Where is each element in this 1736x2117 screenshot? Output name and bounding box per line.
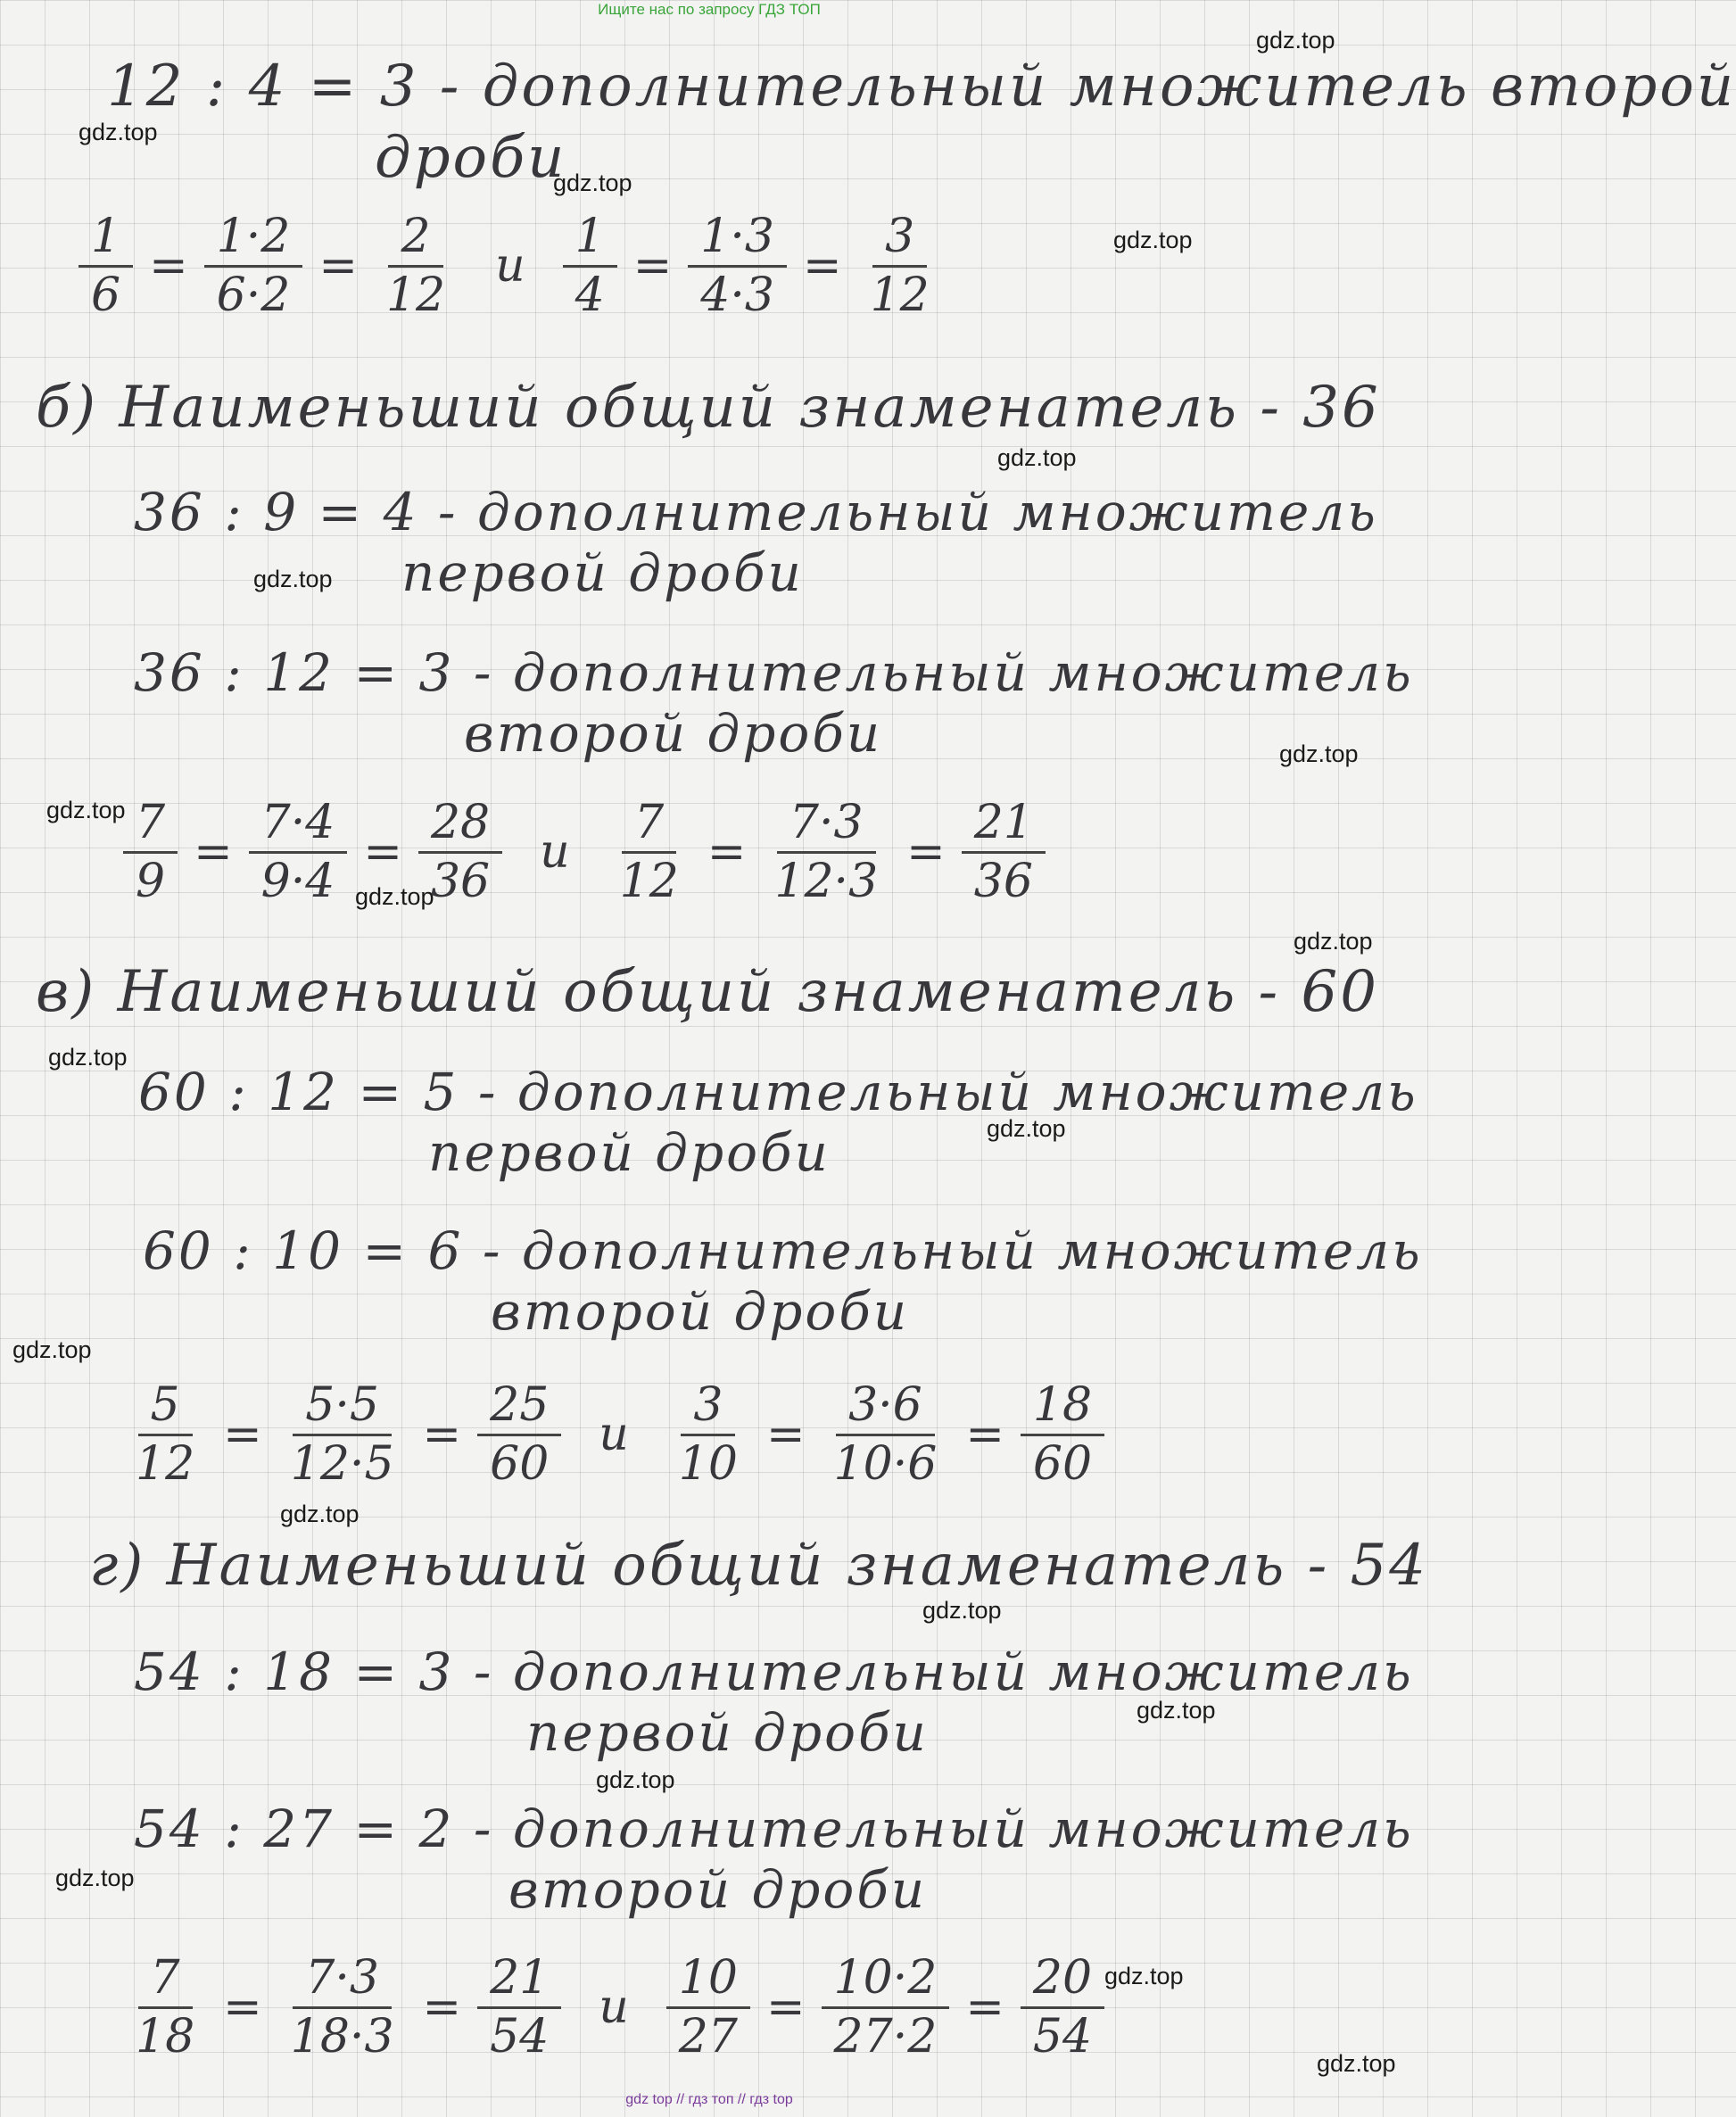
watermark: gdz.top [355, 883, 434, 910]
section-heading: г) Наименьший общий знаменатель - 54 [89, 1533, 1428, 1599]
watermark: gdz.top [1317, 2050, 1396, 2077]
watermark: gdz.top [46, 797, 126, 823]
equation-d: $\frac{7}{18}$ = $\frac{7\cdot 3}{18\cdot 3}$ = $\frac{21}{54}$ и $\frac{10}{27}$ = $\frac{10\cdot 2}{27\cdot 2}$ = $\frac{20}{54}$ [116, 1954, 1112, 2061]
watermark: gdz.top [922, 1597, 1002, 1624]
section-heading: б) Наименьший общий знаменатель - 36 [36, 375, 1381, 441]
text-line: дроби [375, 125, 567, 191]
conjunction: и [540, 825, 570, 880]
watermark: gdz.top [1104, 1963, 1184, 1989]
text-line: второй дроби [491, 1281, 910, 1342]
fraction: $\frac{5\cdot 5}{12\cdot 5}$ [290, 1378, 394, 1491]
watermark: gdz.top [553, 170, 632, 196]
text-line: 12 : 4 = 3 - дополнительный множитель второй [107, 54, 1736, 120]
fraction: $\frac{3}{10}$ [678, 1378, 738, 1491]
equation-b: $\frac{7}{9}$ = $\frac{7\cdot 4}{9\cdot 4}$ = $\frac{28}{36}$ и $\frac{7}{12}$ = $\frac{7\cdot 3}{12\cdot 3}$ = $\frac{21}{36}$ [116, 798, 1053, 906]
watermark: gdz.top [79, 119, 158, 145]
equation-c: $\frac{5}{12}$ = $\frac{5\cdot 5}{12\cdot 5}$ = $\frac{25}{60}$ и $\frac{3}{10}$ = $\frac{3\cdot 6}{10\cdot 6}$ = $\frac{18}{60}$ [116, 1381, 1112, 1488]
watermark: gdz.top [48, 1044, 128, 1071]
fraction: $\frac{21}{36}$ [962, 798, 1046, 906]
text-line: 54 : 18 = 3 - дополнительный множитель [134, 1642, 1414, 1702]
fraction: $\frac{3}{12}$ [870, 210, 930, 322]
text-line: первой дроби [401, 542, 804, 603]
section-heading: в) Наименьший общий знаменатель - 60 [36, 959, 1379, 1025]
fraction: $\frac{28}{36}$ [418, 798, 502, 906]
text-line: 60 : 12 = 5 - дополнительный множитель [138, 1062, 1418, 1122]
fraction: $\frac{7\cdot 3}{18\cdot 3}$ [290, 1951, 394, 2063]
watermark: gdz.top [1137, 1697, 1216, 1724]
watermark: gdz.top [1294, 928, 1373, 955]
equation-a: $\frac{1}{6}$ = $\frac{1\cdot 2}{6\cdot 2}$ = $\frac{2}{12}$ и $\frac{1}{4}$ = $\frac{1\cdot 3}{4\cdot 3}$ = $\frac{3}{12}$ [71, 212, 949, 319]
fraction: $\frac{21}{54}$ [477, 1954, 561, 2061]
watermark: gdz.top [1279, 740, 1359, 767]
watermark: gdz.top [596, 1766, 675, 1793]
fraction: $\frac{7}{9}$ [123, 798, 178, 906]
text-line: 36 : 9 = 4 - дополнительный множитель [134, 482, 1378, 542]
fraction: $\frac{7\cdot 3}{12\cdot 3}$ [774, 796, 879, 908]
fraction: $\frac{1\cdot 3}{4\cdot 3}$ [688, 212, 787, 319]
conjunction: и [599, 1981, 629, 2035]
watermark: gdz.top [280, 1501, 360, 1527]
fraction: $\frac{10\cdot 2}{27\cdot 2}$ [822, 1954, 950, 2061]
text-line: 36 : 12 = 3 - дополнительный множитель [134, 642, 1414, 703]
text-line: первой дроби [526, 1702, 929, 1763]
fraction: $\frac{7}{18}$ [136, 1951, 195, 2063]
text-line: 54 : 27 = 2 - дополнительный множитель [134, 1799, 1414, 1859]
fraction: $\frac{2}{12}$ [385, 210, 446, 322]
fraction: $\frac{3\cdot 6}{10\cdot 6}$ [833, 1378, 938, 1491]
text-line: второй дроби [508, 1859, 928, 1920]
watermark: gdz.top [1256, 27, 1335, 54]
text-line: второй дроби [464, 703, 883, 764]
conjunction: и [599, 1408, 629, 1462]
watermark: gdz.top [55, 1865, 135, 1891]
fraction: $\frac{7}{12}$ [619, 796, 679, 908]
fraction: $\frac{5}{12}$ [136, 1378, 195, 1491]
fraction: $\frac{1}{4}$ [563, 212, 617, 319]
fraction: $\frac{25}{60}$ [477, 1381, 561, 1488]
bottom-banner[interactable]: gdz top // гдз топ // гдз top [625, 2092, 793, 2107]
fraction: $\frac{7\cdot 4}{9\cdot 4}$ [249, 798, 348, 906]
fraction: $\frac{1\cdot 2}{6\cdot 2}$ [204, 212, 303, 319]
top-banner[interactable]: Ищите нас по запросу ГДЗ ТОП [598, 1, 821, 18]
watermark: gdz.top [987, 1115, 1066, 1142]
watermark: gdz.top [1113, 227, 1193, 253]
watermark: gdz.top [12, 1336, 92, 1363]
watermark: gdz.top [253, 566, 333, 592]
text-line: первой дроби [428, 1122, 831, 1183]
fraction: $\frac{1}{6}$ [79, 212, 133, 319]
fraction: $\frac{18}{60}$ [1021, 1381, 1104, 1488]
fraction: $\frac{10}{27}$ [666, 1954, 750, 2061]
conjunction: и [495, 239, 525, 294]
watermark: gdz.top [997, 444, 1077, 471]
fraction: $\frac{20}{54}$ [1021, 1954, 1104, 2061]
text-line: 60 : 10 = 6 - дополнительный множитель [143, 1220, 1423, 1281]
